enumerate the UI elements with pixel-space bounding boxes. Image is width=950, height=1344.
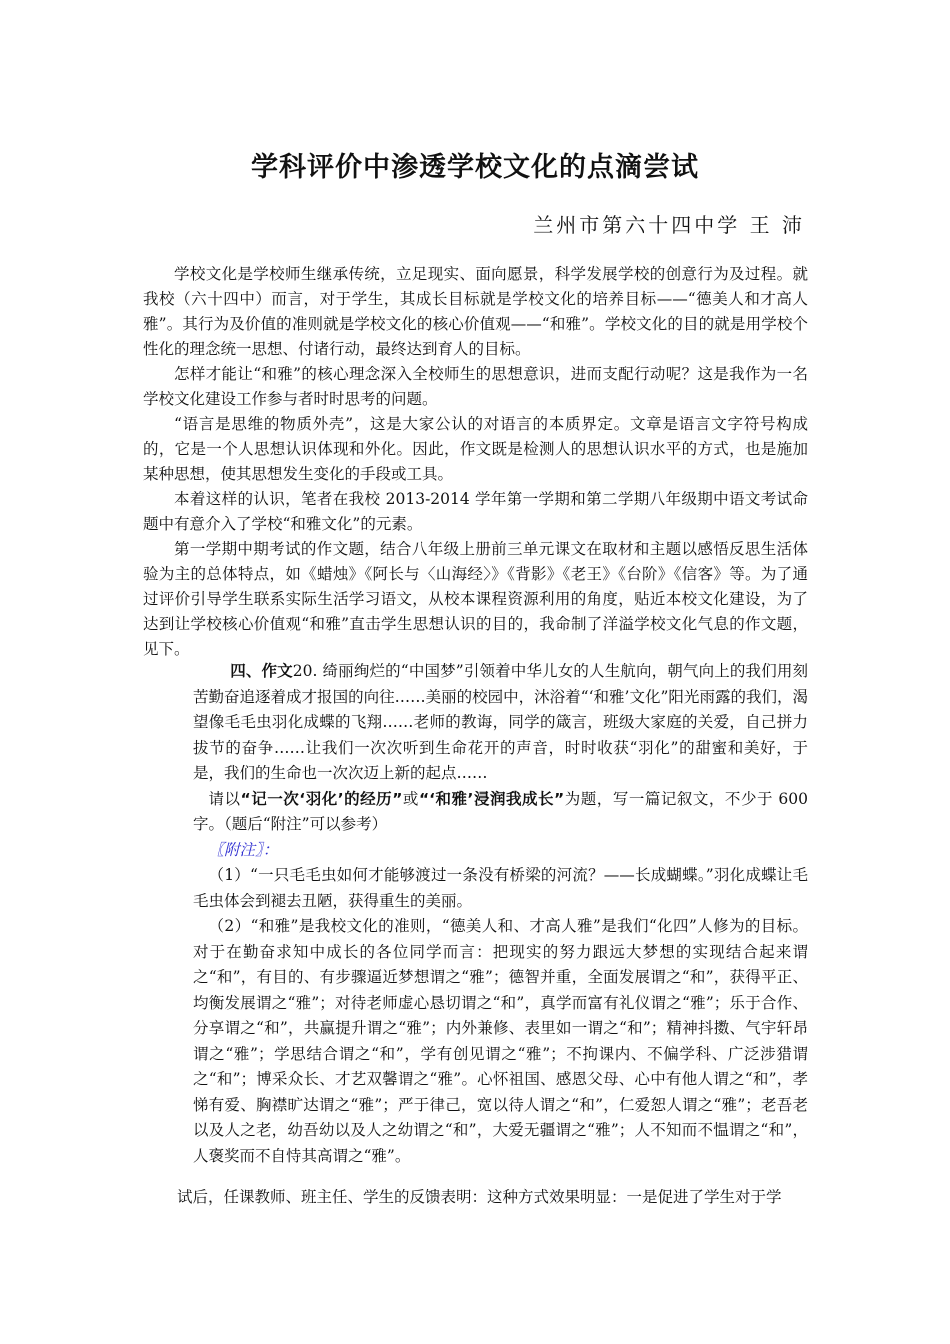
intro-section — [143, 262, 808, 662]
paragraph-3: “语言是思维的物质外壳”，这是大家公认的对语言的本质界定。文章是语言文字符号构成的，它是一个人思想认识体现和外化。因此，作文既是检测人的思想认识水平的方式，也是施加某种思想，使其思想发生变化的手段或工具。 — [143, 415, 808, 483]
note-heading-line — [193, 838, 808, 864]
exam-heading: 四、作文 — [230, 662, 293, 680]
document-title: 学科评价中渗透学校文化的点滴尝试 — [251, 152, 699, 183]
paragraph-5: 第一学期中期考试的作文题，结合八年级上册前三单元课文在取材和主题以感悟反思生活体验为主的总体特点，如《蜡烛》《阿长与〈山海经〉》《背影》《老王》《台阶》《信客》等。为了通过评价引导学生联系实际生活学习语文，从校本课程资源利用的角度，贴近本校文化建设，为了达到让学校核心价值观“和雅”直击学生思想认识的目的，我命制了洋溢学校文化气息的作文题，见下。 — [143, 540, 808, 658]
topic-one: “记一次‘羽化’的经历” — [240, 789, 403, 808]
note-one: （1）“一只毛毛虫如何才能够渡过一条没有桥梁的河流？——长成蝴蝶。”羽化成蝶让毛毛虫体会到褪去丑陋，获得重生的美丽。 — [193, 866, 808, 910]
topic-two: “‘和雅’浸润我成长” — [418, 789, 565, 808]
note-heading: 〖附注〗： — [208, 840, 279, 859]
instruction-or: 或 — [402, 789, 419, 808]
paragraph-4: 本着这样的认识，笔者在我校 2013-2014 学年第一学期和第二学期八年级期中语文考试命题中有意介入了学校“和雅文化”的元素。 — [143, 490, 808, 533]
instruction-suffix: 为题，写一篇记叙文，不少于 600 字。（题后“附注”可以参考） — [193, 789, 809, 833]
exam-prompt-text: 20. 绮丽绚烂的“中国梦”引领着中华儿女的人生航向，朝气向上的我们用刻苦勤奋追逐着成才报国的向往……美丽的校园中，沐浴着“‘和雅’文化”阳光雨露的我们，渴望像毛毛虫羽化成蝶的飞翔……老师的教诲，同学的箴言，班级大家庭的关爱，自己拼力拔节的奋争……让我们一次次听到生命花开的声音，时时收获“羽化”的甜蜜和美好，于是，我们的生命也一次次迈上新的起点…… — [193, 662, 808, 782]
exam-instruction — [193, 787, 808, 838]
note-two: （2）“和雅”是我校文化的准则，“德美人和、才高人雅”是我们“化四”人修为的目标。对于在勤奋求知中成长的各位同学而言：把现实的努力跟远大梦想的实现结合起来谓之“和”，有目的、有步骤逼近梦想谓之“雅”；德智并重，全面发展谓之“和”，获得平正、均衡发展谓之“雅”；对待老师虚心恳切谓之“和”，真学而富有礼仪谓之“雅”；乐于合作、分享谓之“和”，共赢提升谓之“雅”；内外兼修、表里如一谓之“和”；精神抖擞、气宇轩昂谓之“雅”；学思结合谓之“和”，学有创见谓之“雅”；不拘课内、不偏学科、广泛涉猎谓之“和”；博采众长、才艺双馨谓之“雅”。心怀祖国、感恩父母、心中有他人谓之“和”，孝悌有爱、胸襟旷达谓之“雅”；严于律己，宽以待人谓之“和”，仁爱恕人谓之“雅”；老吾老以及人之老，幼吾幼以及人之幼谓之“和”，大爱无疆谓之“雅”；人不知而不愠谓之“和”，人褒奖而不自恃其高谓之“雅”。 — [193, 917, 808, 1165]
closing-paragraph: 试后，任课教师、班主任、学生的反馈表明：这种方式效果明显：一是促进了学生对于学 — [177, 1188, 782, 1206]
exam-question — [193, 659, 808, 1169]
paragraph-1: 学校文化是学校师生继承传统，立足现实、面向愿景，科学发展学校的创意行为及过程。就我校（六十四中）而言，对于学生，其成长目标就是学校文化的培养目标——“德美人和才高人雅”。其行为及价值的准则就是学校文化的核心价值观——“和雅”。学校文化的目的就是用学校个性化的理念统一思想、付诸行动，最终达到育人的目标。 — [143, 265, 808, 358]
exam-prompt — [193, 659, 808, 787]
paragraph-2: 怎样才能让“和雅”的核心理念深入全校师生的思想意识，进而支配行动呢？这是我作为一名学校文化建设工作参与者时时思考的问题。 — [143, 365, 808, 408]
instruction-prefix: 请以 — [208, 789, 241, 808]
closing-section — [143, 1185, 808, 1210]
author-line: 兰州市第六十四中学 王 沛 — [533, 213, 805, 237]
